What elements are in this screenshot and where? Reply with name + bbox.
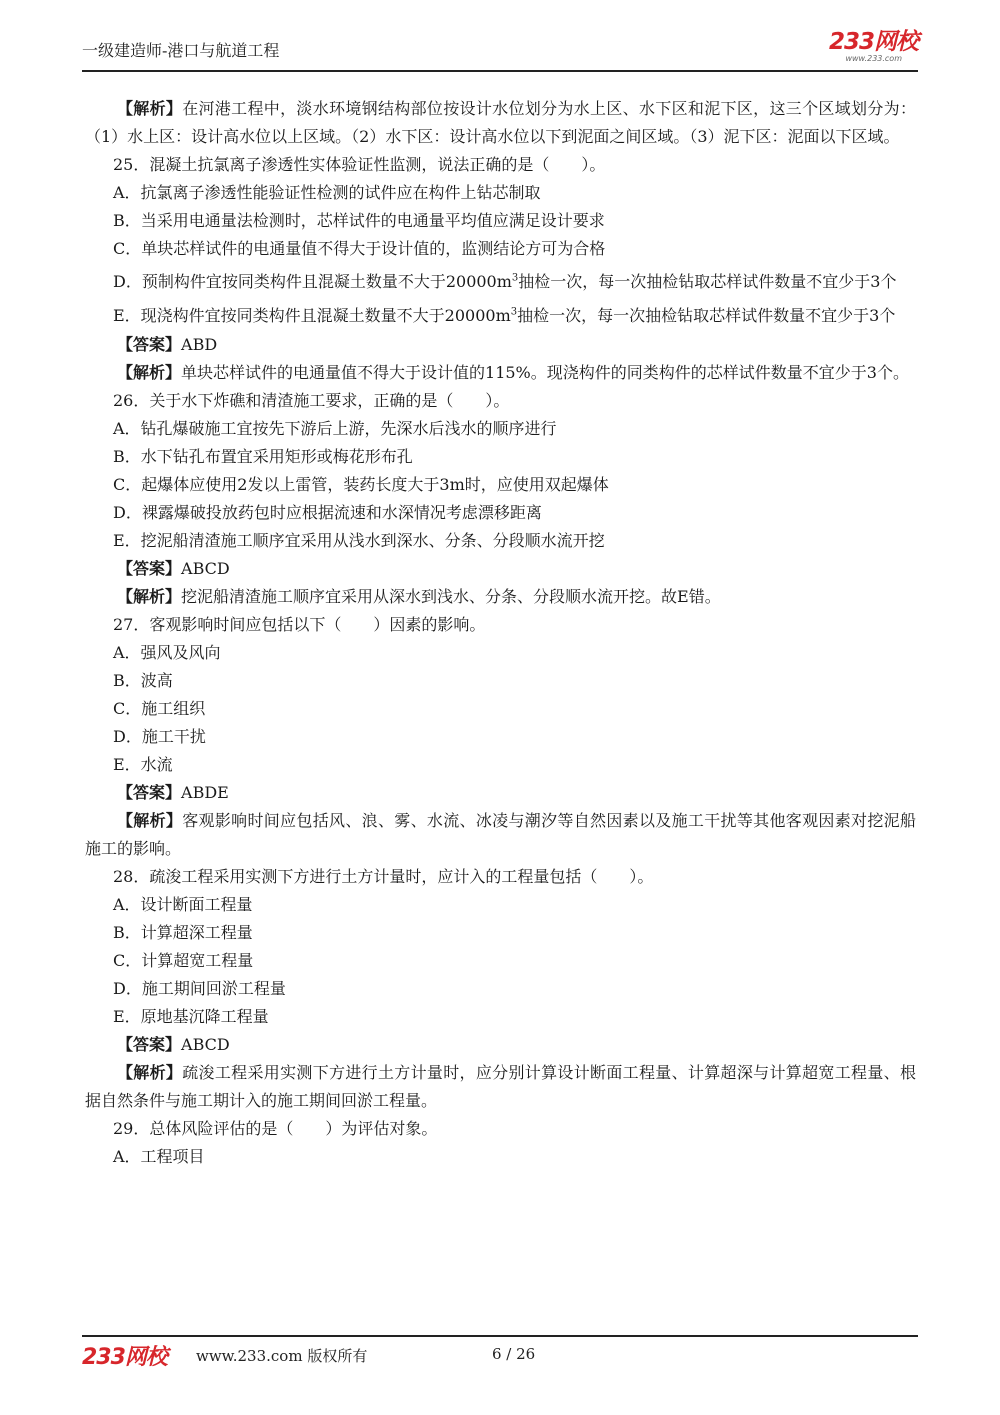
q27-analysis bbox=[85, 807, 916, 863]
q28-option-d: D．施工期间回淤工程量 bbox=[113, 979, 286, 998]
answer-label: 【答案】 bbox=[117, 783, 182, 802]
q25-analysis bbox=[85, 359, 916, 387]
logo-url: www.233.com bbox=[845, 54, 902, 63]
document-body bbox=[85, 95, 916, 1171]
logo-text: 233网校 bbox=[828, 29, 918, 55]
q27-option-e: E．水流 bbox=[113, 755, 173, 774]
answer-label: 【答案】 bbox=[117, 335, 182, 354]
q26-option-c: C．起爆体应使用2发以上雷管，装药长度大于3m时，应使用双起爆体 bbox=[113, 475, 609, 494]
q28-option-c: C．计算超宽工程量 bbox=[113, 951, 254, 970]
q25-answer bbox=[85, 331, 916, 359]
q27-option-c: C．施工组织 bbox=[113, 699, 206, 718]
analysis-label: 【解析】 bbox=[117, 99, 183, 118]
q25-d-text: D．预制构件宜按同类构件且混凝土数量不大于20000m bbox=[113, 272, 512, 291]
q25-e-text-2: 抽检一次，每一次抽检钻取芯样试件数量不宜少于3个 bbox=[517, 306, 896, 325]
brand-logo bbox=[829, 30, 918, 63]
page-number: 6 / 26 bbox=[492, 1345, 536, 1363]
q25-option-c: C．单块芯样试件的电通量值不得大于设计值的，监测结论方可为合格 bbox=[113, 239, 606, 258]
analysis-text: 在河港工程中，淡水环境钢结构部位按设计水位划分为水上区、水下区和泥下区，这三个区域划分为：（1）水上区：设计高水位以上区域。（2）水下区：设计高水位以下到泥面之间区域。（3）泥下区：泥面以下区域。 bbox=[85, 99, 916, 146]
answer-text: ABD bbox=[181, 335, 218, 354]
page-header bbox=[82, 28, 918, 72]
q28-option-a: A．设计断面工程量 bbox=[113, 895, 253, 914]
analysis-label: 【解析】 bbox=[117, 811, 183, 830]
q25-e-sup: 3 bbox=[510, 306, 518, 318]
q29-option-a: A．工程项目 bbox=[113, 1147, 205, 1166]
q27-option-b: B．波高 bbox=[113, 671, 173, 690]
answer-text: ABCD bbox=[181, 559, 230, 578]
footer-divider bbox=[82, 1335, 918, 1337]
q25-option-e bbox=[85, 301, 916, 331]
q27-option-a: A．强风及风向 bbox=[113, 643, 221, 662]
question-26: 26．关于水下炸礁和清渣施工要求，正确的是（ ）。 bbox=[113, 391, 510, 410]
q25-option-a: A．抗氯离子渗透性能验证性检测的试件应在构件上钻芯制取 bbox=[113, 183, 541, 202]
q27-answer bbox=[85, 779, 916, 807]
answer-label: 【答案】 bbox=[117, 559, 182, 578]
q26-answer bbox=[85, 555, 916, 583]
q26-option-e: E．挖泥船清渣施工顺序宜采用从浅水到深水、分条、分段顺水流开挖 bbox=[113, 531, 605, 550]
q25-d-sup: 3 bbox=[511, 272, 519, 284]
header-title: 一级建造师-港口与航道工程 bbox=[82, 41, 280, 60]
question-29: 29．总体风险评估的是（ ）为评估对象。 bbox=[113, 1119, 438, 1138]
q26-option-d: D．裸露爆破投放药包时应根据流速和水深情况考虑漂移距离 bbox=[113, 503, 542, 522]
q25-d-text-2: 抽检一次，每一次抽检钻取芯样试件数量不宜少于3个 bbox=[518, 272, 897, 291]
q28-option-e: E．原地基沉降工程量 bbox=[113, 1007, 269, 1026]
q26-option-b: B．水下钻孔布置宜采用矩形或梅花形布孔 bbox=[113, 447, 413, 466]
analysis-text: 客观影响时间应包括风、浪、雾、水流、冰凌与潮汐等自然因素以及施工干扰等其他客观因素对挖泥船施工的影响。 bbox=[85, 811, 916, 858]
analysis-label: 【解析】 bbox=[117, 587, 182, 606]
q28-answer bbox=[85, 1031, 916, 1059]
q25-option-d bbox=[85, 267, 916, 297]
question-27: 27．客观影响时间应包括以下（ ）因素的影响。 bbox=[113, 615, 486, 634]
q25-option-b: B．当采用电通量法检测时，芯样试件的电通量平均值应满足设计要求 bbox=[113, 211, 605, 230]
q27-option-d: D．施工干扰 bbox=[113, 727, 206, 746]
analysis-text: 单块芯样试件的电通量值不得大于设计值的115%。现浇构件的同类构件的芯样试件数量不宜少于3个。 bbox=[181, 363, 909, 382]
analysis-text: 疏浚工程采用实测下方进行土方计量时，应分别计算设计断面工程量、计算超深与计算超宽工程量、根据自然条件与施工期计入的施工期间回淤工程量。 bbox=[85, 1063, 916, 1110]
header-divider bbox=[82, 70, 918, 72]
answer-label: 【答案】 bbox=[117, 1035, 182, 1054]
q28-analysis bbox=[85, 1059, 916, 1115]
analysis-text: 挖泥船清渣施工顺序宜采用从深水到浅水、分条、分段顺水流开挖。故E错。 bbox=[181, 587, 721, 606]
question-28: 28．疏浚工程采用实测下方进行土方计量时，应计入的工程量包括（ ）。 bbox=[113, 867, 654, 886]
footer-logo: 233网校 bbox=[82, 1345, 167, 1370]
analysis-label: 【解析】 bbox=[117, 363, 182, 382]
question-25: 25．混凝土抗氯离子渗透性实体验证性监测，说法正确的是（ ）。 bbox=[113, 155, 606, 174]
analysis-paragraph bbox=[85, 95, 916, 151]
footer-copyright: www.233.com 版权所有 bbox=[196, 1347, 368, 1365]
answer-text: ABDE bbox=[181, 783, 229, 802]
analysis-label: 【解析】 bbox=[117, 1063, 183, 1082]
q25-e-text: E．现浇构件宜按同类构件且混凝土数量不大于20000m bbox=[113, 306, 511, 325]
q26-analysis bbox=[85, 583, 916, 611]
q26-option-a: A．钻孔爆破施工宜按先下游后上游，先深水后浅水的顺序进行 bbox=[113, 419, 557, 438]
answer-text: ABCD bbox=[181, 1035, 230, 1054]
q28-option-b: B．计算超深工程量 bbox=[113, 923, 253, 942]
page-footer bbox=[82, 1340, 918, 1370]
